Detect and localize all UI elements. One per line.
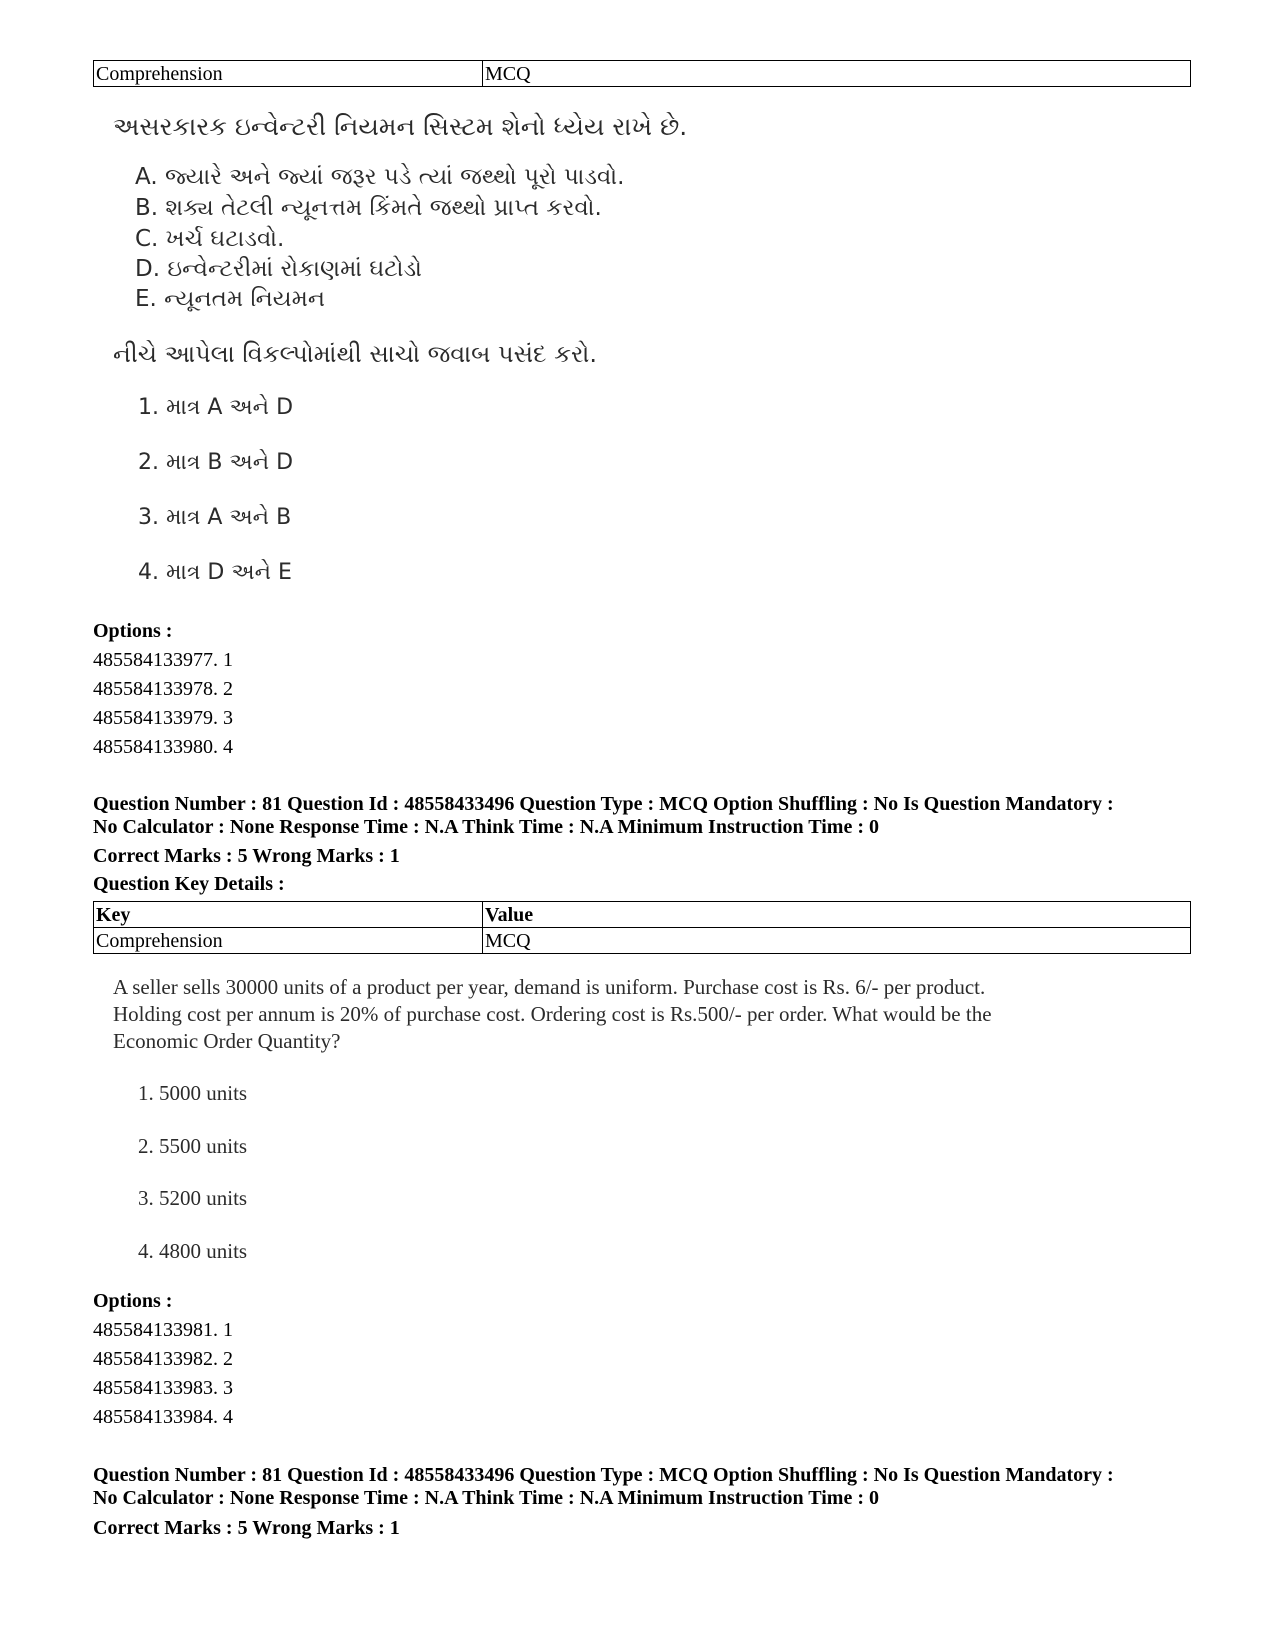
choice-3: 3. માત્ર A અને B bbox=[138, 505, 292, 530]
question-meta bbox=[93, 793, 1203, 839]
meta-line: No Calculator : None Response Time : N.A Think Time : N.A Minimum Instruction Time : 0 bbox=[93, 816, 879, 838]
list-item: 485584133979. 3 bbox=[93, 707, 233, 729]
table-header-row bbox=[94, 902, 1191, 928]
question-instruction: નીચે આપેલા વિકલ્પોમાંથી સાચો જવાબ પસંદ કરો. bbox=[113, 340, 598, 368]
statement-e: E. ન્યૂનતમ નિયમન bbox=[135, 286, 325, 312]
choice-4: 4. 4800 units bbox=[138, 1239, 248, 1263]
key-details-heading: Question Key Details : bbox=[93, 873, 285, 895]
header-key: Key bbox=[94, 902, 483, 928]
statement-d: D. ઇન્વેન્ટરીમાં રોકાણમાં ઘટોડો bbox=[135, 256, 422, 282]
header-value: Value bbox=[483, 902, 1191, 928]
value-cell: MCQ bbox=[483, 928, 1191, 954]
list-item: 485584133978. 2 bbox=[93, 678, 233, 700]
question-stem-line: Holding cost per annum is 20% of purchase cost. Ordering cost is Rs.500/- per order. What would be the bbox=[113, 1002, 992, 1026]
list-item: 485584133984. 4 bbox=[93, 1406, 233, 1428]
key-cell: Comprehension bbox=[94, 61, 483, 87]
marks-line: Correct Marks : 5 Wrong Marks : 1 bbox=[93, 845, 400, 867]
question-stem-line: Economic Order Quantity? bbox=[113, 1029, 341, 1053]
top-key-value-table bbox=[93, 60, 1191, 87]
list-item: 485584133983. 3 bbox=[93, 1377, 233, 1399]
marks-line: Correct Marks : 5 Wrong Marks : 1 bbox=[93, 1517, 400, 1539]
choice-3: 3. 5200 units bbox=[138, 1186, 248, 1210]
value-cell: MCQ bbox=[483, 61, 1191, 87]
question-meta bbox=[93, 1464, 1203, 1510]
options-title: Options : bbox=[93, 620, 173, 642]
choice-2: 2. માત્ર B અને D bbox=[138, 450, 294, 475]
choice-1: 1. માત્ર A અને D bbox=[138, 395, 294, 420]
question-stem-line: A seller sells 30000 units of a product per year, demand is uniform. Purchase cost is Rs. 6/- per product. bbox=[113, 975, 986, 999]
key-cell: Comprehension bbox=[94, 928, 483, 954]
options-list bbox=[93, 646, 233, 762]
question-stem: અસરકારક ઇન્વેન્ટરી નિયમન સિસ્ટમ શેનો ધ્યેય રાખે છે. bbox=[113, 112, 688, 141]
list-item: 485584133980. 4 bbox=[93, 736, 233, 758]
list-item: 485584133981. 1 bbox=[93, 1319, 233, 1341]
choice-1: 1. 5000 units bbox=[138, 1081, 248, 1105]
statement-b: B. શક્ય તેટલી ન્યૂનત્તમ કિંમતે જથ્થો પ્રાપ્ત કરવો. bbox=[135, 195, 602, 221]
options-list bbox=[93, 1316, 233, 1432]
meta-line: No Calculator : None Response Time : N.A Think Time : N.A Minimum Instruction Time : 0 bbox=[93, 1487, 879, 1509]
meta-line: Question Number : 81 Question Id : 48558433496 Question Type : MCQ Option Shuffling : No Is Question Mandatory : bbox=[93, 1464, 1114, 1486]
list-item: 485584133982. 2 bbox=[93, 1348, 233, 1370]
question-key-table bbox=[93, 901, 1191, 954]
choice-4: 4. માત્ર D અને E bbox=[138, 560, 292, 585]
options-title: Options : bbox=[93, 1290, 173, 1312]
meta-line: Question Number : 81 Question Id : 48558433496 Question Type : MCQ Option Shuffling : No Is Question Mandatory : bbox=[93, 793, 1114, 815]
choice-2: 2. 5500 units bbox=[138, 1134, 248, 1158]
table-row bbox=[94, 928, 1191, 954]
table-row bbox=[94, 61, 1191, 87]
list-item: 485584133977. 1 bbox=[93, 649, 233, 671]
statement-a: A. જ્યારે અને જ્યાં જરૂર પડે ત્યાં જથ્થો પૂરો પાડવો. bbox=[135, 164, 625, 190]
statement-c: C. ખર્ચ ઘટાડવો. bbox=[135, 226, 285, 252]
